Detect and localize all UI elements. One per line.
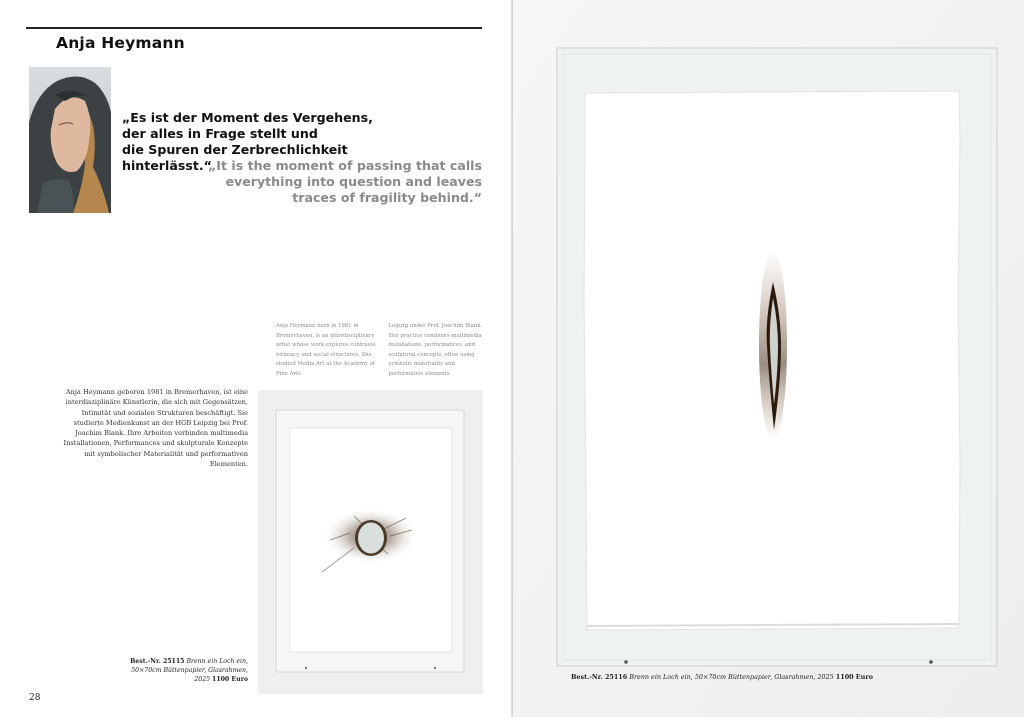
- order-number: Best.-Nr. 25115: [130, 658, 185, 665]
- artwork-details: 50×70cm Büttenpapier, Glasrahmen,: [694, 673, 816, 681]
- artwork-photo-large: [513, 0, 1024, 717]
- right-page: [513, 0, 1024, 717]
- quote-german-line: die Spuren der Zerbrechlichkeit: [122, 142, 348, 157]
- quote-german-line: „Es ist der Moment des Vergehens,: [122, 110, 373, 125]
- artwork-caption-large: [571, 673, 873, 681]
- top-rule: [26, 27, 482, 29]
- quote-english-line: traces of fragility behind.“: [292, 190, 482, 205]
- bio-english-column-2: Leipzig under Prof. Joachim Blank. Her practice combines multimedia installations, performances, and sculptural concepts, often using symbolic materiality and performative elements.: [388, 323, 483, 377]
- bio-english: [276, 322, 491, 380]
- quote-english: [182, 158, 482, 206]
- bio-german: Anja Heymann geboren 1981 in Bremerhaven, ist eine interdisziplinäre Künstlerin, die sich mit Gegensätzen, Intimität und sozialen Strukturen beschäftigt. Sie studierte Medienkunst an der HGB Leipzig bei Prof. Joachim Blank. Ihre Arbeiten verbinden multimedia Installationen, Performances und skulpturale Konzepte mit symbolischer Materialität und performativen Elementen.: [63, 388, 248, 469]
- artwork-photo-small: [258, 390, 483, 694]
- artwork-title: Brenn ein Loch ein,: [186, 658, 248, 665]
- order-number: Best.-Nr. 25116: [571, 673, 628, 681]
- bio-english-column-1: Anja Heymann born in 1981 in Bremerhaven, is an interdisciplinary artist whose work explores contrasts, intimacy, and social structures. She studied Media Art at the Academy of Fine Arts: [276, 323, 377, 377]
- artwork-price: 1100 Euro: [212, 675, 248, 683]
- artwork-year: 2025: [194, 675, 211, 683]
- quote-english-line: „It is the moment of passing that calls: [208, 158, 482, 173]
- quote-german-line: der alles in Frage stellt und: [122, 126, 318, 141]
- artwork-title: Brenn ein Loch ein,: [629, 673, 693, 681]
- left-page: [0, 0, 512, 717]
- page-number: 28: [29, 693, 41, 703]
- artist-portrait: [29, 67, 111, 213]
- artwork-details: 50×70cm Büttenpapier, Glasrahmen,: [131, 666, 248, 674]
- artwork-year: 2025: [817, 673, 834, 681]
- artwork-caption-small: [80, 658, 248, 684]
- artist-name: Anja Heymann: [56, 34, 185, 52]
- artwork-price: 1100 Euro: [835, 673, 873, 681]
- quote-english-line: everything into question and leaves: [225, 174, 482, 189]
- quote-german-line: hinterlässt.“: [122, 158, 212, 173]
